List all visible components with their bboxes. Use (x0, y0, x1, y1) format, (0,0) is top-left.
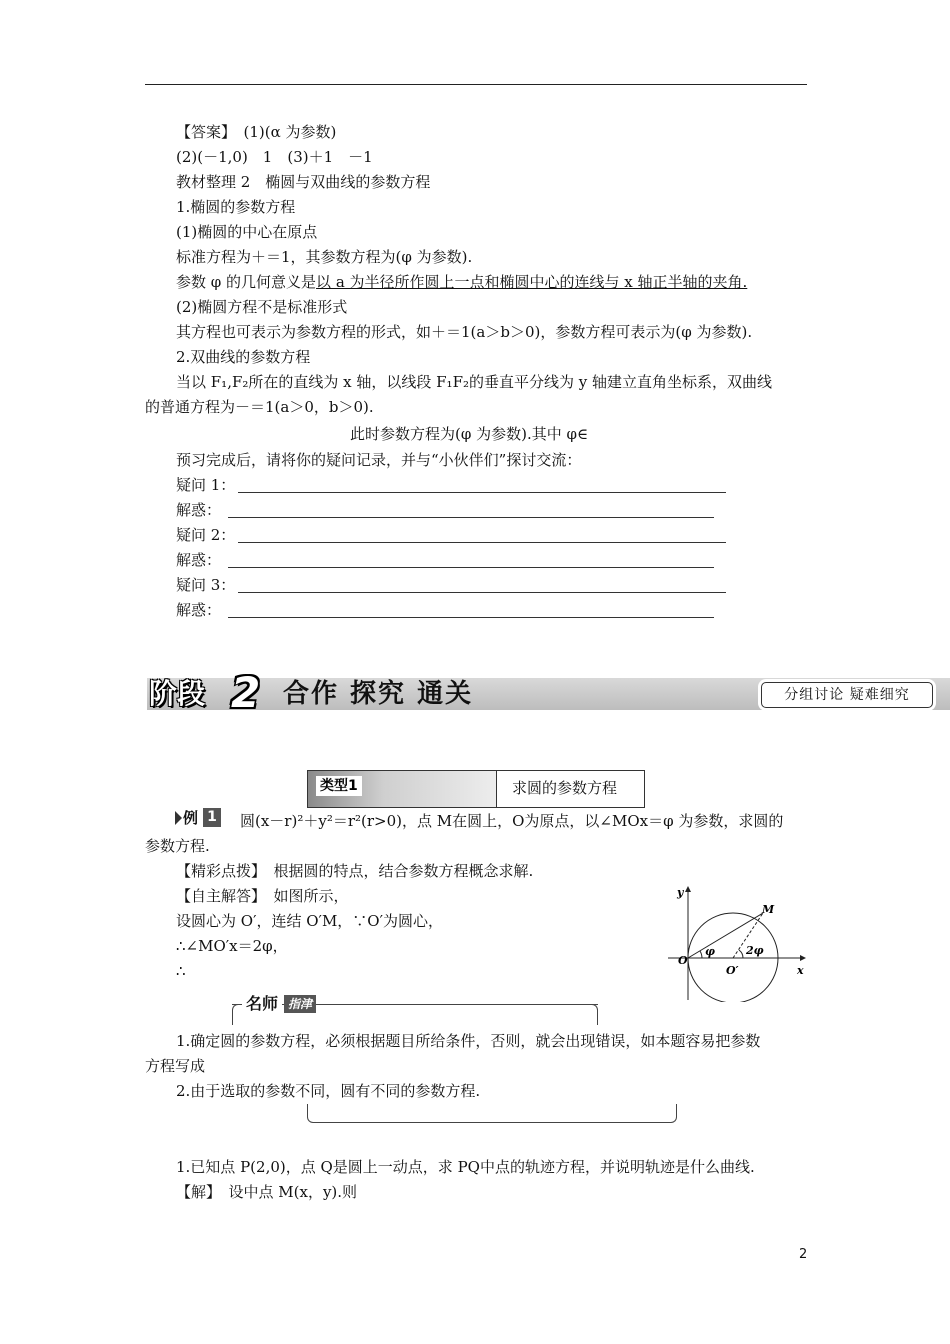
hyperbola-text-1: 当以 F₁,F₂所在的直线为 x 轴，以线段 F₁F₂的垂直平分线为 y 轴建立直角坐标系，双曲线 (176, 373, 772, 391)
angle-arc-2phi (739, 950, 743, 958)
ellipse-case-1: (1)椭圆的中心在原点 (176, 223, 318, 241)
type-box (307, 770, 645, 808)
example-hint: 【精彩点拨】 根据圆的特点，结合参数方程概念求解. (176, 862, 534, 880)
tip-top-right-corner (589, 1004, 598, 1025)
hyperbola-text-3: 此时参数方程为(φ 为参数).其中 φ∈ (350, 425, 589, 443)
tip-badge: 指津 (284, 995, 316, 1013)
solution-line-2: 设圆心为 O′，连结 O′M，∵O′为圆心， (176, 912, 444, 930)
example-line-1: 圆(x－r)²＋y²＝r²(r>0)，点 M在圆上，O为原点，以∠MOx＝φ 为参数，求圆的 (240, 812, 784, 830)
question-3-label: 疑问 3： (176, 576, 236, 594)
banner-tag: 分组讨论 疑难细究 (761, 682, 933, 708)
tip-box-bottom (307, 1104, 677, 1123)
answer-1-label: 解惑： (176, 501, 222, 519)
type-label: 类型1 (316, 776, 362, 796)
question-1-line[interactable] (238, 492, 726, 493)
answer-3-label: 解惑： (176, 601, 222, 619)
ellipse-subheading: 1.椭圆的参数方程 (176, 198, 296, 216)
exercise-question: 1.已知点 P(2,0)，点 Q是圆上一动点，求 PQ中点的轨迹方程，并说明轨迹是什么曲线. (176, 1158, 755, 1176)
type-separator (496, 771, 497, 807)
type-label-bg (308, 771, 496, 807)
label-O: O (678, 954, 688, 967)
example-badge-number: 1 (203, 808, 221, 827)
y-axis-arrow-icon (685, 886, 691, 892)
hyperbola-text-2: 的普通方程为－＝1(a＞0，b＞0). (145, 398, 374, 416)
ellipse-nonstandard: 其方程也可表示为参数方程的形式，如＋＝1(a＞b＞0)，参数方程可表示为(φ 为参数). (176, 323, 753, 341)
banner-stage-number: 2 (231, 668, 261, 717)
tip-paragraph-2: 2.由于选取的参数不同，圆有不同的参数方程. (176, 1082, 481, 1100)
solution-line-1: 【自主解答】 如图所示， (176, 887, 349, 905)
label-phi: φ (705, 945, 715, 958)
question-1-label: 疑问 1： (176, 476, 236, 494)
ellipse-standard-equation: 标准方程为＋＝1，其参数方程为(φ 为参数). (176, 248, 473, 266)
answer-1-line[interactable] (228, 517, 714, 518)
answer-line-1: 【答案】 (1)(α 为参数) (176, 123, 337, 141)
label-M: M (762, 903, 775, 916)
phi-meaning-underlined: 以 a 为半径所作圆上一点和椭圆中心的连线与 x 轴正半轴的夹角. (316, 273, 748, 291)
angle-arc-phi (700, 951, 702, 958)
banner-title: 合作 探究 通关 (283, 679, 474, 709)
exercise-solution: 【解】 设中点 M(x，y).则 (176, 1183, 358, 1201)
label-x: x (797, 964, 804, 977)
example-badge-text: 例 (183, 809, 199, 827)
question-2-label: 疑问 2： (176, 526, 236, 544)
phi-meaning-prefix: 参数 φ 的几何意义是 (176, 273, 317, 291)
label-2phi: 2φ (746, 944, 764, 957)
type-title: 求圆的参数方程 (512, 779, 618, 797)
answer-3-line[interactable] (228, 617, 714, 618)
phi-meaning (176, 272, 747, 292)
tip-title: 名师 (242, 992, 282, 1016)
page-number: 2 (799, 1247, 808, 1262)
notes-intro: 预习完成后，请将你的疑问记录，并与“小伙伴们”探讨交流： (176, 451, 582, 469)
answer-line-2: (2)(－1,0) 1 (3)＋1 －1 (176, 148, 373, 166)
label-Oprime: O′ (726, 964, 739, 977)
solution-line-3: ∴∠MO′x＝2φ， (176, 937, 288, 955)
section-heading: 教材整理 2 椭圆与双曲线的参数方程 (176, 173, 431, 191)
circle-figure (668, 882, 818, 1002)
tip-box-top (232, 990, 598, 1024)
solution-line-4: ∴ (176, 962, 186, 980)
example-line-2: 参数方程. (145, 837, 210, 855)
banner-stage-label: 阶段 (149, 677, 206, 710)
x-axis-arrow-icon (800, 955, 806, 961)
answer-2-line[interactable] (228, 567, 714, 568)
question-3-line[interactable] (238, 592, 726, 593)
tip-paragraph-1b: 方程写成 (145, 1057, 206, 1075)
example-badge (175, 808, 223, 828)
ellipse-case-2: (2)椭圆方程不是标准形式 (176, 298, 348, 316)
label-y: y (677, 886, 684, 899)
tip-top-left-corner (232, 1004, 241, 1025)
tip-paragraph-1a: 1.确定圆的参数方程，必须根据题目所给条件，否则，就会出现错误，如本题容易把参数 (176, 1032, 761, 1050)
example-arrow-icon (175, 811, 182, 825)
stage-banner (147, 668, 950, 717)
header-rule (145, 84, 807, 85)
question-2-line[interactable] (238, 542, 726, 543)
answer-2-label: 解惑： (176, 551, 222, 569)
hyperbola-subheading: 2.双曲线的参数方程 (176, 348, 311, 366)
